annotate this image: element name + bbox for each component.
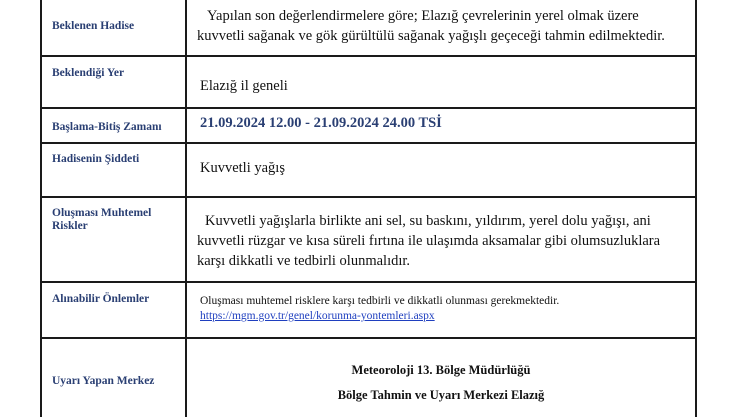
table-left-border (40, 0, 42, 417)
start-end-time-label: Başlama-Bitiş Zamanı (52, 121, 162, 133)
expected-event-label: Beklenen Hadise (52, 20, 135, 32)
expected-place-label: Beklendiği Yer (52, 67, 125, 79)
precautions-text: Oluşması muhtemel risklere karşı tedbirli ve dikkatli olunması gerekmektedir. (200, 295, 560, 307)
issuing-center-label: Uyarı Yapan Merkez (52, 375, 155, 387)
expected-place-text: Elazığ il geneli (200, 78, 288, 94)
precautions-link-wrapper (200, 309, 688, 324)
start-end-time-text: 21.09.2024 12.00 - 21.09.2024 24.00 TSİ (200, 115, 442, 131)
row-divider (40, 107, 697, 109)
issuing-center-line2: Bölge Tahmin ve Uyarı Merkezi Elazığ (337, 388, 545, 402)
possible-risks-text: Kuvvetli yağışlarla birlikte ani sel, su baskını, yıldırım, yerel dolu yağışı, ani kuvvetli rüzgar ve kısa süreli fırtına ile ulaşımda aksamalar gibi olumsuzluklara karşı dikkatli ve tedbirli olunmalıdır. (197, 213, 661, 269)
possible-risks-label: Oluşması Muhtemel Riskler (52, 207, 152, 232)
precautions-label: Alınabilir Önlemler (52, 293, 150, 305)
issuing-center-line1: Meteoroloji 13. Bölge Müdürlüğü (351, 363, 531, 377)
severity-label: Hadisenin Şiddeti (52, 153, 140, 165)
row-divider (40, 281, 697, 283)
table-right-border (695, 0, 697, 417)
row-divider (40, 55, 697, 57)
severity-text: Kuvvetli yağış (200, 160, 285, 176)
row-divider (40, 142, 697, 144)
table-column-divider (185, 0, 187, 417)
precautions-link[interactable]: https://mgm.gov.tr/genel/korunma-yontemleri.aspx (200, 310, 435, 322)
row-divider (40, 196, 697, 198)
row-divider (40, 337, 697, 339)
expected-event-text: Yapılan son değerlendirmelere göre; Elazığ çevrelerinin yerel olmak üzere kuvvetli sağanak ve gök gürültülü sağanak yağışlı geçeceği tahmin edilmektedir. (197, 8, 665, 44)
